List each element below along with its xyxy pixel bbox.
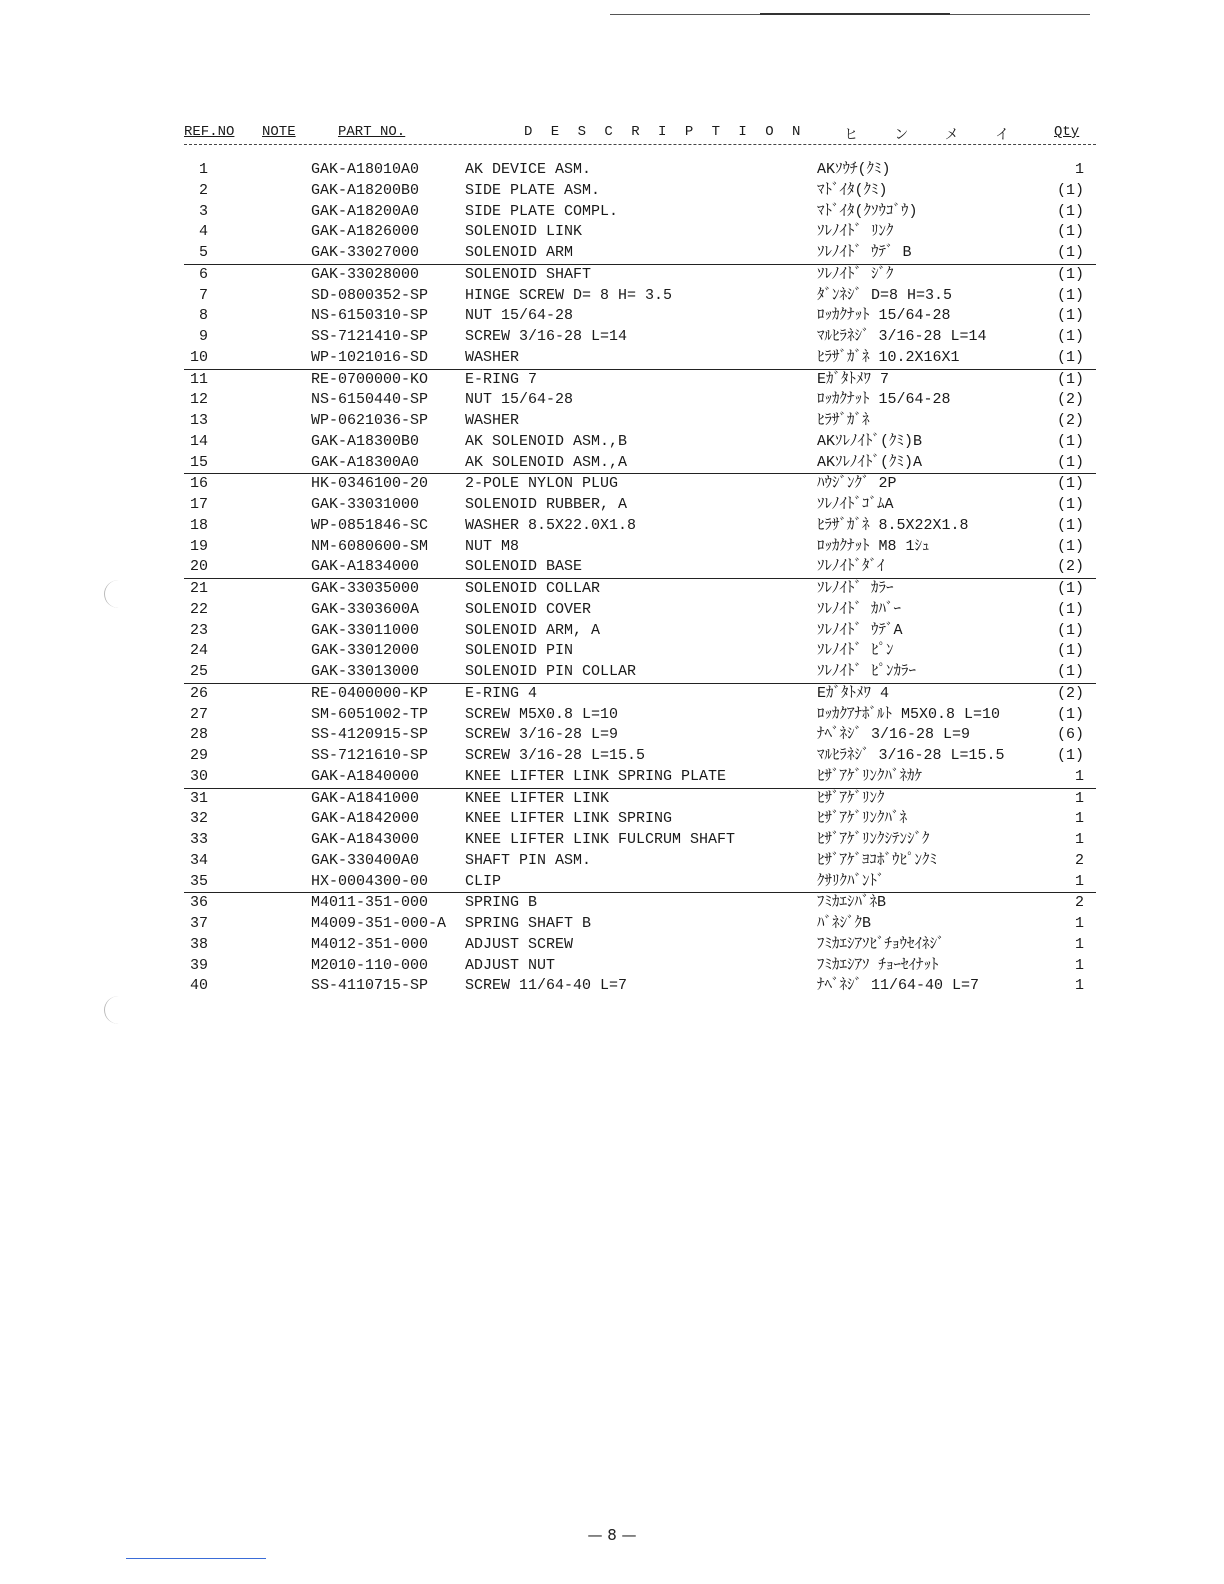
part-number-cell: M4011-351-000: [311, 894, 429, 912]
ref-cell: 16: [189, 475, 208, 493]
table-row: [184, 390, 1096, 411]
ref-cell: 26: [189, 684, 208, 702]
qty-cell: 1: [1074, 872, 1084, 890]
ref-cell: 25: [189, 663, 208, 680]
qty-cell: (2): [1056, 391, 1084, 409]
kana-name-cell: ﾋｻﾞｱｹﾞﾘﾝｸｼﾃﾝｼﾞｸ: [817, 831, 930, 848]
top-rule-accent: [760, 13, 950, 15]
table-row: [184, 265, 1096, 286]
qty-cell: (1): [1056, 516, 1084, 534]
kana-name-cell: ｿﾚﾉｲﾄﾞ ｳﾃﾞ B: [817, 244, 912, 261]
ref-cell: 39: [189, 956, 208, 974]
description-cell: ADJUST SCREW: [465, 935, 574, 953]
qty-cell: (1): [1056, 600, 1084, 618]
qty-cell: 1: [1074, 977, 1084, 995]
kana-name-cell: ﾋｻﾞｱｹﾞﾖｺﾎﾞｳﾋﾟﾝｸﾐ: [817, 851, 938, 869]
kana-name-cell: ﾛｯｶｸｱﾅﾎﾞﾙﾄ M5X0.8 L=10: [817, 705, 1001, 723]
table-row: [184, 767, 1096, 789]
table-row: [184, 411, 1096, 432]
punch-hole-mark: [104, 996, 133, 1024]
qty-cell: (1): [1056, 181, 1084, 199]
kana-name-cell: AKｿｳﾁ(ｸﾐ): [817, 161, 891, 178]
ref-cell: 2: [198, 181, 208, 199]
kana-name-cell: Eｶﾞﾀﾄﾒﾜ 4: [817, 684, 890, 702]
table-row: [184, 872, 1096, 894]
description-cell: E-RING 7: [465, 370, 538, 388]
part-number-cell: GAK-A18010A0: [311, 161, 420, 178]
qty-cell: (1): [1056, 496, 1084, 513]
kana-name-cell: ﾋｻﾞｱｹﾞﾘﾝｸ: [817, 789, 885, 807]
table-row: [184, 537, 1096, 558]
kana-name-cell: ﾋﾗｻﾞｶﾞﾈ 10.2X16X1: [817, 348, 960, 366]
ref-cell: 6: [198, 265, 208, 283]
ref-cell: 35: [189, 872, 208, 890]
ref-cell: 21: [189, 580, 208, 597]
qty-cell: (1): [1056, 307, 1084, 325]
table-row: [184, 160, 1096, 181]
part-number-cell: GAK-A18200B0: [311, 181, 420, 199]
qty-cell: (1): [1056, 475, 1084, 493]
description-cell: NUT 15/64-28: [465, 391, 574, 409]
description-cell: SCREW 11/64-40 L=7: [465, 977, 628, 995]
kana-name-cell: ﾋﾗｻﾞｶﾞﾈ: [817, 412, 870, 429]
description-cell: KNEE LIFTER LINK FULCRUM SHAFT: [465, 831, 736, 848]
table-row: [184, 432, 1096, 453]
qty-cell: (1): [1056, 265, 1084, 283]
ref-cell: 14: [189, 432, 208, 450]
punch-hole-mark: [104, 580, 133, 608]
ref-cell: 36: [189, 894, 208, 912]
table-row: [184, 348, 1096, 370]
part-number-cell: SS-4110715-SP: [311, 977, 429, 995]
kana-name-cell: ｸｻﾘｸﾊﾞﾝﾄﾞ: [817, 872, 885, 890]
ref-cell: 30: [189, 767, 208, 785]
description-cell: SCREW 3/16-28 L=15.5: [465, 747, 646, 764]
description-cell: SPRING B: [465, 894, 538, 912]
kana-name-cell: Eｶﾞﾀﾄﾒﾜ 7: [817, 370, 890, 388]
table-row: [184, 809, 1096, 830]
parts-table: [184, 160, 1096, 997]
qty-cell: (6): [1056, 726, 1084, 744]
table-row: [184, 453, 1096, 475]
qty-cell: (1): [1056, 432, 1084, 450]
description-cell: SIDE PLATE COMPL.: [465, 202, 619, 220]
ref-cell: 31: [189, 789, 208, 807]
kana-name-cell: ﾌﾐｶｴｼｱｿ ﾁｮｰｾｲﾅｯﾄ: [817, 956, 939, 974]
kana-name-cell: ﾛｯｶｸﾅｯﾄ M8 1ｼｭ: [817, 537, 930, 555]
table-row: [184, 914, 1096, 935]
qty-cell: 1: [1074, 767, 1084, 785]
ref-cell: 23: [189, 621, 208, 639]
kana-name-cell: ﾋﾗｻﾞｶﾞﾈ 8.5X22X1.8: [817, 516, 969, 534]
kana-name-cell: ｿﾚﾉｲﾄﾞ ﾘﾝｸ: [817, 223, 894, 241]
description-cell: SIDE PLATE ASM.: [465, 181, 601, 199]
table-row: [184, 286, 1096, 307]
kana-name-cell: ｿﾚﾉｲﾄﾞ ｼﾞｸ: [817, 265, 894, 283]
qty-cell: (1): [1056, 348, 1084, 366]
part-number-cell: GAK-A1843000: [311, 831, 420, 848]
description-cell: SCREW M5X0.8 L=10: [465, 705, 619, 723]
part-number-cell: WP-0851846-SC: [311, 516, 429, 534]
kana-name-cell: AKｿﾚﾉｲﾄﾞ(ｸﾐ)B: [817, 432, 923, 450]
qty-cell: 2: [1074, 894, 1084, 912]
qty-cell: (1): [1056, 747, 1084, 764]
kana-name-cell: ﾊﾞﾈｼﾞｸB: [817, 915, 872, 932]
description-cell: NUT M8: [465, 537, 520, 555]
part-number-cell: GAK-A1826000: [311, 223, 420, 241]
part-number-cell: GAK-33027000: [311, 244, 420, 261]
ref-cell: 17: [189, 496, 208, 513]
ref-cell: 8: [198, 307, 208, 325]
part-number-cell: NS-6150440-SP: [311, 391, 429, 409]
part-number-cell: M2010-110-000: [311, 956, 429, 974]
kana-name-cell: ﾏﾄﾞｲﾀ(ｸﾐ): [817, 181, 888, 199]
ref-cell: 10: [189, 348, 208, 366]
description-cell: AK DEVICE ASM.: [465, 161, 592, 178]
description-cell: WASHER: [465, 412, 520, 429]
qty-cell: (1): [1056, 537, 1084, 555]
description-cell: SOLENOID PIN: [465, 642, 574, 660]
ref-cell: 28: [189, 726, 208, 744]
description-cell: SPRING SHAFT B: [465, 915, 592, 932]
description-cell: SOLENOID ARM, A: [465, 621, 601, 639]
table-row: [184, 851, 1096, 872]
ref-cell: 4: [198, 223, 208, 241]
table-row: [184, 830, 1096, 851]
kana-name-cell: ｿﾚﾉｲﾄﾞ ｳﾃﾞA: [817, 621, 903, 639]
table-row: [184, 976, 1096, 997]
table-row: [184, 935, 1096, 956]
part-number-cell: HX-0004300-00: [311, 872, 429, 890]
ref-cell: 13: [189, 412, 208, 429]
kana-name-cell: ﾌﾐｶｴｼﾊﾞﾈB: [817, 894, 887, 912]
part-number-cell: GAK-33013000: [311, 663, 420, 680]
qty-cell: (1): [1056, 453, 1084, 471]
qty-cell: 1: [1074, 810, 1084, 828]
part-number-cell: GAK-A18300B0: [311, 432, 420, 450]
bottom-rule: [126, 1558, 266, 1559]
part-number-cell: GAK-33012000: [311, 642, 420, 660]
ref-cell: 37: [189, 915, 208, 932]
table-row: [184, 516, 1096, 537]
description-cell: SCREW 3/16-28 L=9: [465, 726, 619, 744]
table-row: [184, 725, 1096, 746]
ref-cell: 1: [198, 161, 208, 178]
qty-cell: (1): [1056, 223, 1084, 241]
header-ref-no: REF.NO: [184, 124, 235, 140]
part-number-cell: M4009-351-000-A: [311, 915, 447, 932]
table-row: [184, 202, 1096, 223]
description-cell: SOLENOID RUBBER, A: [465, 496, 628, 513]
ref-cell: 29: [189, 747, 208, 764]
table-row: [184, 222, 1096, 243]
description-cell: SHAFT PIN ASM.: [465, 851, 592, 869]
kana-name-cell: ﾛｯｶｸﾅｯﾄ 15/64-28: [817, 307, 951, 325]
part-number-cell: NS-6150310-SP: [311, 307, 429, 325]
table-row: [184, 306, 1096, 327]
part-number-cell: RE-0400000-KP: [311, 684, 429, 702]
qty-cell: (1): [1056, 642, 1084, 660]
description-cell: ADJUST NUT: [465, 956, 556, 974]
description-cell: KNEE LIFTER LINK: [465, 789, 610, 807]
qty-cell: 1: [1074, 935, 1084, 953]
table-row: [184, 684, 1096, 705]
kana-name-cell: ﾅﾍﾞﾈｼﾞ 3/16-28 L=9: [817, 726, 971, 744]
part-number-cell: WP-0621036-SP: [311, 412, 429, 429]
qty-cell: (2): [1056, 412, 1084, 429]
table-row: [184, 662, 1096, 684]
qty-cell: 1: [1074, 831, 1084, 848]
part-number-cell: GAK-3303600A: [311, 600, 420, 618]
part-number-cell: SD-0800352-SP: [311, 286, 429, 304]
description-cell: SOLENOID COVER: [465, 600, 592, 618]
description-cell: WASHER 8.5X22.0X1.8: [465, 516, 637, 534]
description-cell: KNEE LIFTER LINK SPRING PLATE: [465, 767, 727, 785]
qty-cell: (1): [1056, 202, 1084, 220]
qty-cell: (1): [1056, 328, 1084, 345]
table-row: [184, 705, 1096, 726]
table-row: [184, 746, 1096, 767]
part-number-cell: GAK-A1834000: [311, 558, 420, 576]
table-row: [184, 370, 1096, 391]
part-number-cell: GAK-A18200A0: [311, 202, 420, 220]
part-number-cell: NM-6080600-SM: [311, 537, 429, 555]
table-row: [184, 956, 1096, 977]
kana-name-cell: ｿﾚﾉｲﾄﾞ ｶﾗｰ: [817, 580, 894, 597]
ref-cell: 12: [189, 391, 208, 409]
table-row: [184, 893, 1096, 914]
table-row: [184, 579, 1096, 600]
kana-name-cell: ﾀﾞﾝﾈｼﾞ D=8 H=3.5: [817, 286, 953, 304]
ref-cell: 20: [189, 558, 208, 576]
kana-name-cell: AKｿﾚﾉｲﾄﾞ(ｸﾐ)A: [817, 453, 923, 471]
kana-name-cell: ｿﾚﾉｲﾄﾞ ﾋﾟﾝｶﾗｰ: [817, 663, 917, 680]
header-qty: Qty: [1054, 124, 1080, 140]
part-number-cell: GAK-A1840000: [311, 767, 420, 785]
kana-name-cell: ﾛｯｶｸﾅｯﾄ 15/64-28: [817, 391, 951, 409]
ref-cell: 15: [189, 453, 208, 471]
qty-cell: (1): [1056, 580, 1084, 597]
kana-name-cell: ﾋｻﾞｱｹﾞﾘﾝｸﾊﾞﾈｶｹ: [817, 767, 923, 785]
qty-cell: 1: [1074, 789, 1084, 807]
header-note: NOTE: [262, 124, 296, 140]
kana-name-cell: ｿﾚﾉｲﾄﾞ ﾋﾟﾝ: [817, 642, 894, 660]
part-number-cell: GAK-A1841000: [311, 789, 420, 807]
header-part-no: PART NO.: [338, 124, 406, 140]
qty-cell: (2): [1056, 684, 1084, 702]
qty-cell: (1): [1056, 244, 1084, 261]
kana-name-cell: ｿﾚﾉｲﾄﾞ ｶﾊﾞｰ: [817, 600, 902, 618]
part-number-cell: SS-4120915-SP: [311, 726, 429, 744]
ref-cell: 40: [189, 977, 208, 995]
part-number-cell: M4012-351-000: [311, 935, 429, 953]
description-cell: SOLENOID BASE: [465, 558, 583, 576]
description-cell: KNEE LIFTER LINK SPRING: [465, 810, 673, 828]
description-cell: SOLENOID SHAFT: [465, 265, 592, 283]
ref-cell: 18: [189, 516, 208, 534]
part-number-cell: SM-6051002-TP: [311, 705, 429, 723]
ref-cell: 3: [198, 202, 208, 220]
ref-cell: 33: [189, 831, 208, 848]
kana-name-cell: ﾋｻﾞｱｹﾞﾘﾝｸﾊﾞﾈ: [817, 810, 908, 828]
part-number-cell: SS-7121610-SP: [311, 747, 429, 764]
part-number-cell: GAK-A18300A0: [311, 453, 420, 471]
ref-cell: 34: [189, 851, 208, 869]
table-row: [184, 243, 1096, 265]
qty-cell: (1): [1056, 370, 1084, 388]
header-description: D E S C R I P T I O N: [524, 124, 806, 140]
part-number-cell: RE-0700000-KO: [311, 370, 429, 388]
part-number-cell: GAK-330400A0: [311, 851, 420, 869]
table-row: [184, 557, 1096, 579]
part-number-cell: WP-1021016-SD: [311, 348, 429, 366]
description-cell: SOLENOID LINK: [465, 223, 583, 241]
ref-cell: 5: [198, 244, 208, 261]
description-cell: SOLENOID PIN COLLAR: [465, 663, 637, 680]
header-kana-name: ヒ ン メ イ: [844, 128, 1024, 144]
ref-cell: 7: [198, 286, 208, 304]
part-number-cell: GAK-33031000: [311, 496, 420, 513]
ref-cell: 32: [189, 810, 208, 828]
parts-table-header: [184, 122, 1096, 145]
description-cell: SCREW 3/16-28 L=14: [465, 328, 628, 345]
description-cell: NUT 15/64-28: [465, 307, 574, 325]
description-cell: AK SOLENOID ASM.,B: [465, 432, 628, 450]
qty-cell: 1: [1074, 161, 1084, 178]
part-number-cell: GAK-33011000: [311, 621, 420, 639]
kana-name-cell: ﾊｳｼﾞﾝｸﾞ 2P: [817, 475, 897, 493]
description-cell: 2-POLE NYLON PLUG: [465, 475, 619, 493]
kana-name-cell: ﾏﾙﾋﾗﾈｼﾞ 3/16-28 L=14: [817, 328, 987, 345]
table-row: [184, 641, 1096, 662]
qty-cell: (1): [1056, 286, 1084, 304]
table-row: [184, 621, 1096, 642]
qty-cell: (2): [1056, 558, 1084, 576]
ref-cell: 38: [189, 935, 208, 953]
part-number-cell: GAK-33035000: [311, 580, 420, 597]
kana-name-cell: ﾏﾄﾞｲﾀ(ｸｿｳｺﾞｳ): [817, 202, 918, 220]
part-number-cell: GAK-33028000: [311, 265, 420, 283]
part-number-cell: SS-7121410-SP: [311, 328, 429, 345]
part-number-cell: HK-0346100-20: [311, 475, 429, 493]
description-cell: SOLENOID ARM: [465, 244, 574, 261]
description-cell: AK SOLENOID ASM.,A: [465, 453, 628, 471]
qty-cell: (1): [1056, 705, 1084, 723]
table-row: [184, 495, 1096, 516]
table-row: [184, 789, 1096, 810]
part-number-cell: GAK-A1842000: [311, 810, 420, 828]
qty-cell: 1: [1074, 956, 1084, 974]
description-cell: WASHER: [465, 348, 520, 366]
page-number: — 8 —: [587, 1526, 637, 1544]
qty-cell: (1): [1056, 621, 1084, 639]
ref-cell: 24: [189, 642, 208, 660]
ref-cell: 22: [189, 600, 208, 618]
kana-name-cell: ﾏﾙﾋﾗﾈｼﾞ 3/16-28 L=15.5: [817, 747, 1005, 764]
table-row: [184, 181, 1096, 202]
table-row: [184, 474, 1096, 495]
description-cell: SOLENOID COLLAR: [465, 580, 601, 597]
kana-name-cell: ﾅﾍﾞﾈｼﾞ 11/64-40 L=7: [817, 977, 980, 995]
kana-name-cell: ｿﾚﾉｲﾄﾞｺﾞﾑA: [817, 496, 894, 513]
qty-cell: 2: [1074, 851, 1084, 869]
ref-cell: 27: [189, 705, 208, 723]
description-cell: HINGE SCREW D= 8 H= 3.5: [465, 286, 673, 304]
description-cell: CLIP: [465, 872, 502, 890]
table-row: [184, 600, 1096, 621]
qty-cell: (1): [1056, 663, 1084, 680]
qty-cell: 1: [1074, 915, 1084, 932]
kana-name-cell: ｿﾚﾉｲﾄﾞﾀﾞｲ: [817, 558, 885, 576]
kana-name-cell: ﾌﾐｶｴｼｱｿﾋﾞﾁｮｳｾｲﾈｼﾞ: [817, 935, 945, 953]
ref-cell: 9: [198, 328, 208, 345]
description-cell: E-RING 4: [465, 684, 538, 702]
ref-cell: 19: [189, 537, 208, 555]
table-row: [184, 327, 1096, 348]
ref-cell: 11: [189, 370, 208, 388]
